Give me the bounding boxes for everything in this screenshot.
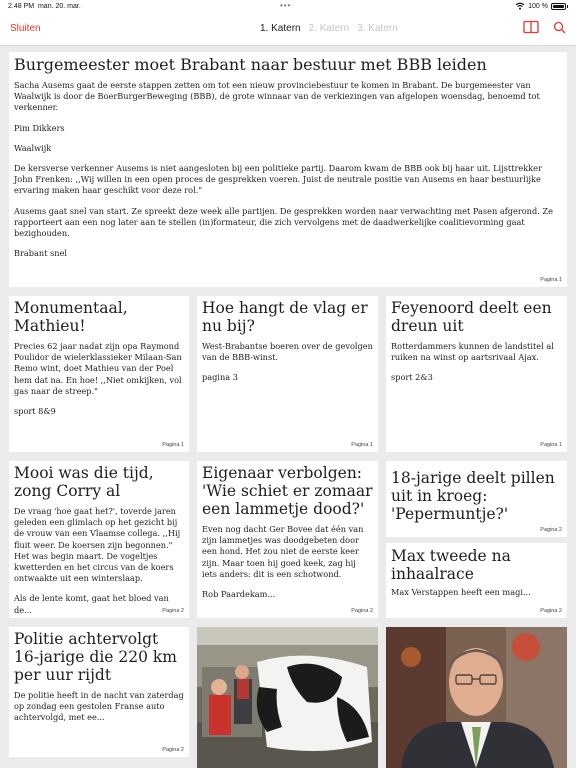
article-body <box>14 506 184 616</box>
status-bar <box>0 0 576 14</box>
article-body <box>202 524 373 600</box>
search-icon[interactable] <box>553 21 566 34</box>
page-number: Pagina 2 <box>540 527 562 533</box>
nav-bar <box>0 14 576 46</box>
main-article-card[interactable] <box>9 52 567 287</box>
battery-percent: 100 % <box>528 2 548 10</box>
article-card-vlag[interactable] <box>197 296 378 452</box>
wifi-icon <box>515 2 525 10</box>
farmers-cow-image <box>197 627 378 768</box>
article-card-corry[interactable] <box>9 461 189 618</box>
paragraph: Even nog dacht Ger Bovee dat één van zijn lammetjes was doodgebeten door een hond. Het zou niet de eerste keer zijn. Maar toen hij goed keek, zag hij iets anders: dit is een schotwond. <box>202 524 364 579</box>
paragraph: De politie heeft in de nacht van zaterdag op zondag een gestolen Franse auto achtervolgd, met ee... <box>14 690 184 723</box>
close-button[interactable]: Sluiten <box>10 23 41 34</box>
paragraph: Als de lente komt, gaat het bloed van de... <box>14 593 169 615</box>
paragraph: Max Verstappen heeft een magi... <box>391 587 531 597</box>
article-headline: Monumentaal, Mathieu! <box>14 299 128 335</box>
paragraph: Rotterdammers kunnen de landstitel al ruiken na winst op aartsrivaal Ajax. <box>391 341 554 363</box>
page-number: Pagina 1 <box>540 442 562 448</box>
man-portrait-image <box>386 627 567 768</box>
tab-katern-3[interactable]: 3. Katern <box>357 23 398 34</box>
article-card-feyenoord[interactable] <box>386 296 567 452</box>
status-time-date <box>8 3 81 10</box>
article-card-politie[interactable] <box>9 627 189 757</box>
multitask-dots-icon[interactable]: ••• <box>280 1 292 10</box>
paragraph: De kersverse verkenner Ausems is niet aangesloten bij een politieke partij. Daarom kwam de BBB ook bij haar uit. Lijsttrekker John Frenken: ,,Wij willen in een open proces de gesprekken voeren. Juist de neutrale positie van Ausems en haar bestuurlijke ervaring maken haar geschikt voor deze rol." <box>14 163 542 196</box>
article-body <box>391 587 562 598</box>
paragraph: Sacha Ausems gaat de eerste stappen zetten om tot een nieuw provinciebestuur te komen in Brabant. De burgemeester van Waalwijk is door de BoerBurgerBeweging (BBB), de grote winnaar van de verkiezingen van afgelopen woensdag, benoemd tot verkenner. <box>14 80 540 113</box>
paragraph: Waalwijk <box>14 142 52 153</box>
paragraph: De vraag 'hoe gaat het?', toverde jaren geleden een glimlach op het gezicht bij de vrouw van een Vlaamse collega. ,,Hij fluit weer. De koersen zijn begonnen." Het was begin maart. De vogeltjes kwetterden en het circus van de koers ontwaakte uit een winterslaap. <box>14 506 181 584</box>
article-body <box>14 341 184 417</box>
article-body <box>14 690 184 724</box>
article-headline: Mooi was die tijd, zong Corry al <box>14 464 154 500</box>
main-article-headline: Burgemeester moet Brabant naar bestuur met BBB leiden <box>14 55 487 74</box>
article-headline: Max tweede na inhaalrace <box>391 547 511 583</box>
page-number: Pagina 1 <box>162 442 184 448</box>
article-headline: Politie achtervolgt 16-jarige die 220 km per uur rijdt <box>14 630 177 684</box>
paragraph: sport 2&3 <box>391 372 433 383</box>
article-body <box>391 341 562 384</box>
page-number: Pagina 2 <box>162 747 184 753</box>
page-number: Pagina 2 <box>540 608 562 614</box>
article-photo-man-portrait[interactable] <box>386 627 567 768</box>
article-body <box>202 341 373 384</box>
article-headline: Feyenoord deelt een dreun uit <box>391 299 552 335</box>
article-headline: Hoe hangt de vlag er nu bij? <box>202 299 368 335</box>
katern-tabs <box>260 23 398 34</box>
article-card-max[interactable] <box>386 543 567 618</box>
paragraph: Pim Dikkers <box>14 122 65 133</box>
article-headline: 18-jarige deelt pillen uit in kroeg: 'Pepermuntje?' <box>391 469 555 523</box>
paragraph: Ausems gaat snel van start. Ze spreekt deze week alle partijen. De gesprekken worden naar verwachting met Pasen afgerond. Ze rapporteert aan een nog later aan te stellen (in)formateur, die zich vervolgens met de daadwerkelijke coalitievorming gaat bezighouden. <box>14 205 553 239</box>
main-article-body <box>14 80 562 259</box>
battery-icon <box>551 3 566 10</box>
article-card-pillen[interactable] <box>386 461 567 537</box>
article-card-monumentaal[interactable] <box>9 296 189 452</box>
paragraph: Rob Paardekam... <box>202 589 276 600</box>
paragraph: sport 8&9 <box>14 406 56 417</box>
page-number: Pagina 1 <box>540 277 562 283</box>
article-headline: Eigenaar verbolgen: 'Wie schiet er zomaar een lammetje dood?' <box>202 464 373 518</box>
page-number: Pagina 2 <box>351 608 373 614</box>
status-time: 2.48 PM <box>8 3 35 10</box>
page-number: Pagina 1 <box>351 442 373 448</box>
tab-katern-1[interactable]: 1. Katern <box>260 23 301 34</box>
status-date: man. 20. mar. <box>37 3 81 10</box>
battery-tip <box>567 5 568 8</box>
status-right <box>515 2 568 10</box>
tab-katern-2[interactable]: 2. Katern <box>308 23 350 34</box>
book-icon[interactable] <box>523 20 539 34</box>
paragraph: pagina 3 <box>202 372 238 383</box>
paragraph: Precies 62 jaar nadat zijn opa Raymond Poulidor de wielerklassieker Milaan-San Remo wint, doet Mathieu van der Poel hem dat na. En hoe! ,,Niet omkijken, vol gas naar de streep." <box>14 341 182 396</box>
paragraph: West-Brabantse boeren over de gevolgen van de BBB-winst. <box>202 341 373 363</box>
paragraph: Brabant snel <box>14 248 68 259</box>
article-photo-farmers-cow[interactable] <box>197 627 378 768</box>
page-number: Pagina 2 <box>162 608 184 614</box>
article-card-lammetje[interactable] <box>197 461 378 618</box>
